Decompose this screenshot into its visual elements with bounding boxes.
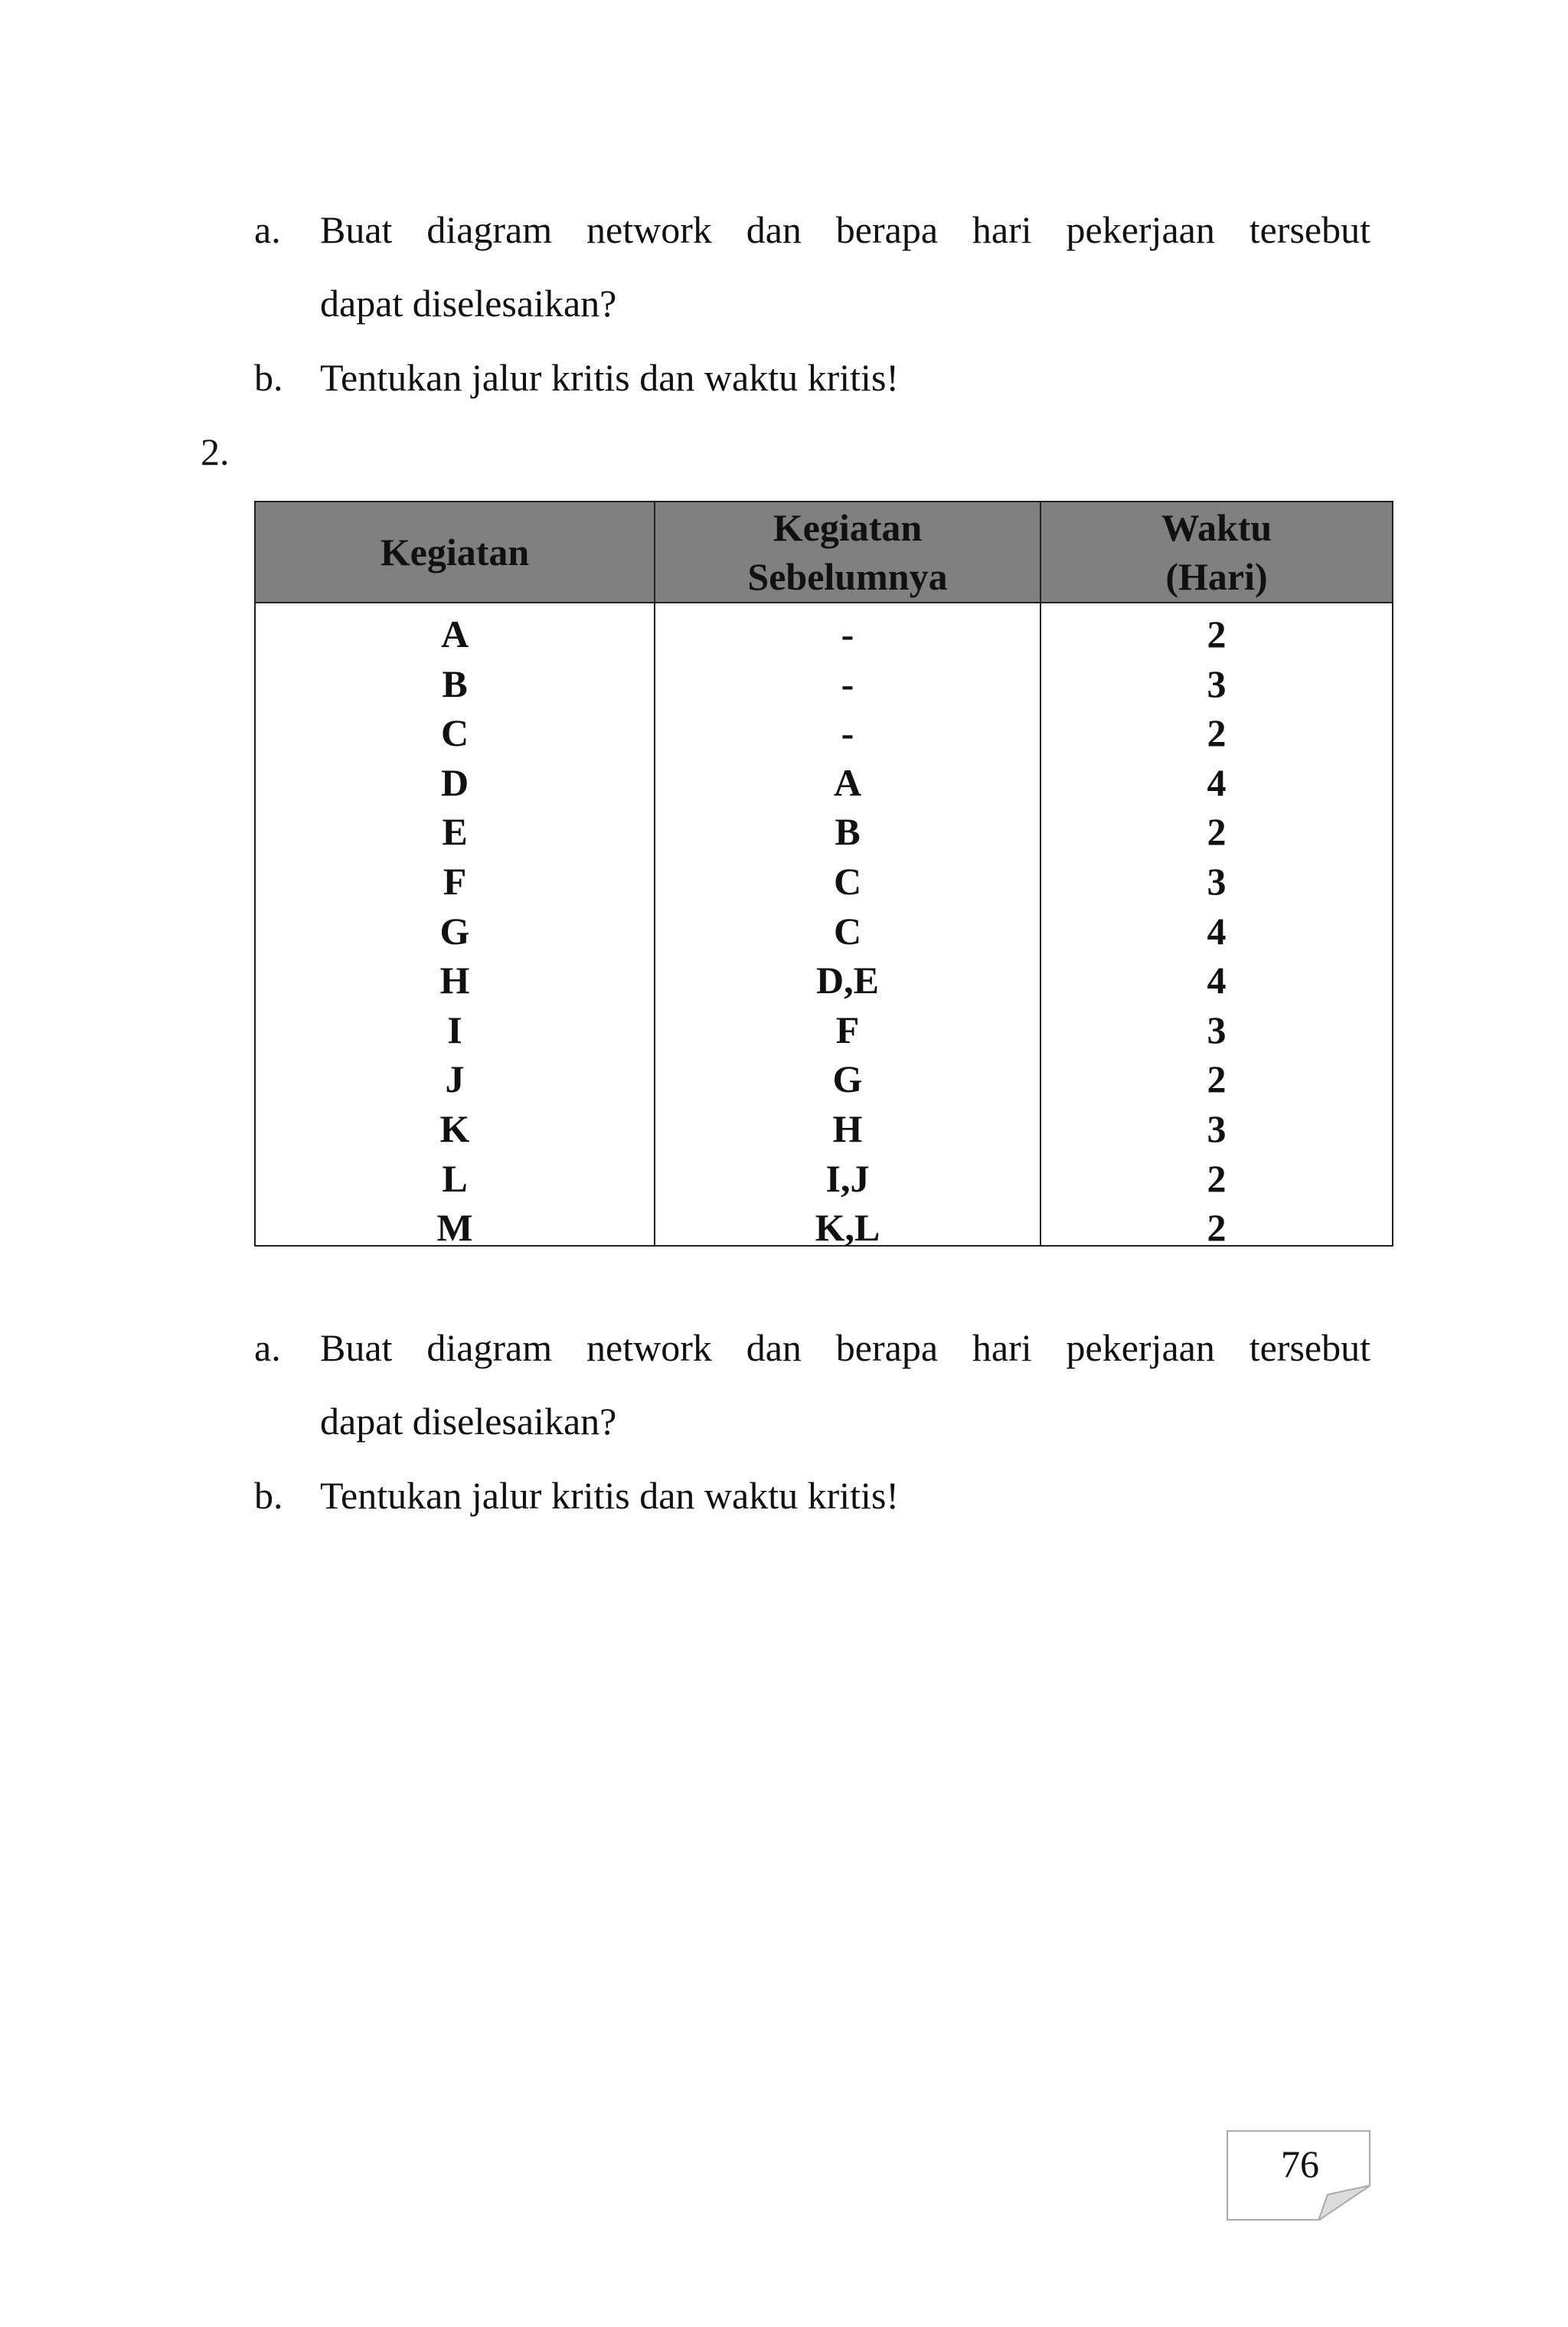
cell-kegiatan: E xyxy=(442,810,468,854)
header-waktu-line2: (Hari) xyxy=(1165,555,1268,598)
header-waktu-line1: Waktu xyxy=(1161,506,1272,549)
cell-waktu: 4 xyxy=(1207,959,1227,1002)
cell-kegiatan: H xyxy=(439,959,470,1002)
activity-table xyxy=(254,501,1393,1250)
cell-waktu: 3 xyxy=(1207,662,1227,705)
cell-waktu: 2 xyxy=(1207,1206,1227,1250)
cell-waktu: 2 xyxy=(1207,613,1227,655)
cell-kegiatan: L xyxy=(442,1156,468,1200)
cell-kegiatan: C xyxy=(440,711,469,755)
q1-part-b-text: Tentukan jalur kritis dan waktu kritis! xyxy=(320,356,900,399)
cell-waktu: 2 xyxy=(1207,711,1227,755)
q1-part-a-line2: dapat diselesaikan? xyxy=(320,282,617,325)
cell-sebelumnya: C xyxy=(833,909,862,953)
cell-kegiatan: D xyxy=(440,760,469,804)
q2-part-a-line2: dapat diselesaikan? xyxy=(320,1400,617,1443)
header-kegiatan xyxy=(256,502,654,602)
cell-sebelumnya: G xyxy=(832,1057,863,1101)
cell-sebelumnya: K,L xyxy=(815,1206,880,1250)
cell-waktu: 2 xyxy=(1207,1156,1227,1200)
q1-part-a-marker: a. xyxy=(254,208,281,251)
q2-part-b-text: Tentukan jalur kritis dan waktu kritis! xyxy=(320,1474,900,1517)
cell-kegiatan: M xyxy=(436,1206,473,1250)
q2-part-b-marker: b. xyxy=(254,1474,283,1517)
column-kegiatan xyxy=(256,610,654,1253)
question-number: 2. xyxy=(201,430,230,473)
q2-part-a-marker: a. xyxy=(254,1326,281,1369)
cell-kegiatan: K xyxy=(439,1106,470,1150)
cell-sebelumnya: H xyxy=(832,1106,863,1150)
cell-waktu: 3 xyxy=(1207,859,1227,903)
cell-kegiatan: F xyxy=(443,859,467,903)
cell-kegiatan: J xyxy=(445,1057,465,1101)
q2-part-a-line1: Buat diagram network dan berapa hari pekerjaan tersebut xyxy=(320,1326,1370,1369)
cell-kegiatan: I xyxy=(447,1008,462,1051)
cell-sebelumnya: B xyxy=(835,810,861,854)
header-kegiatan-label: Kegiatan xyxy=(380,531,530,574)
cell-waktu: 3 xyxy=(1207,1008,1227,1051)
cell-kegiatan: G xyxy=(439,909,470,953)
cell-sebelumnya: I,J xyxy=(825,1156,870,1200)
cell-sebelumnya: - xyxy=(841,711,854,755)
cell-waktu: 4 xyxy=(1207,909,1227,953)
cell-kegiatan: B xyxy=(442,662,468,705)
page-number-box xyxy=(1227,2130,1370,2221)
cell-kegiatan: A xyxy=(440,613,469,655)
cell-waktu: 4 xyxy=(1207,760,1227,804)
cell-sebelumnya: D,E xyxy=(816,959,879,1002)
cell-sebelumnya: C xyxy=(833,859,862,903)
cell-waktu: 2 xyxy=(1207,1057,1227,1101)
cell-waktu: 3 xyxy=(1207,1106,1227,1150)
cell-sebelumnya: A xyxy=(833,760,862,804)
cell-sebelumnya: F xyxy=(835,1008,860,1051)
column-waktu xyxy=(1041,610,1392,1253)
header-sebelumnya-line2: Sebelumnya xyxy=(747,555,948,598)
folded-corner-icon xyxy=(1227,2130,1370,2221)
header-sebelumnya-line1: Kegiatan xyxy=(773,506,923,549)
q1-part-b-marker: b. xyxy=(254,356,283,399)
cell-sebelumnya: - xyxy=(841,662,854,705)
cell-waktu: 2 xyxy=(1207,810,1227,854)
page-number: 76 xyxy=(1281,2142,1319,2185)
column-kegiatan-sebelumnya xyxy=(655,610,1040,1253)
cell-sebelumnya: - xyxy=(841,613,854,655)
header-kegiatan-sebelumnya xyxy=(655,502,1040,602)
q1-part-a-line1: Buat diagram network dan berapa hari pekerjaan tersebut xyxy=(320,208,1370,251)
header-waktu xyxy=(1041,502,1392,602)
